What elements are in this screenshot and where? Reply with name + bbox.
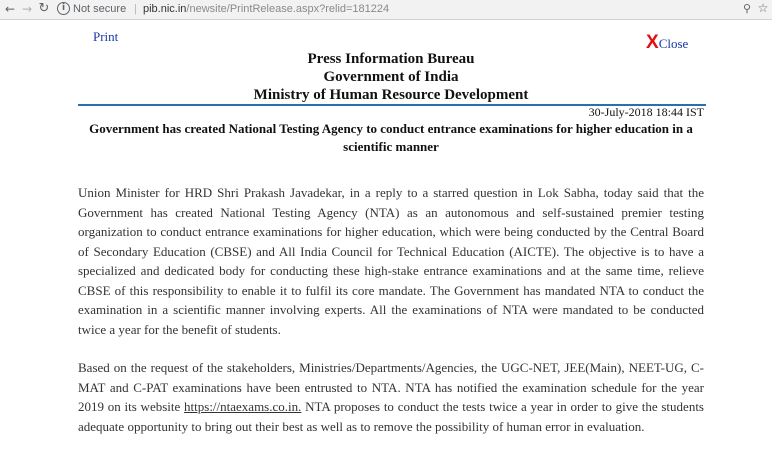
close-icon: X: [646, 32, 659, 53]
security-status[interactable]: Not secure: [73, 3, 127, 15]
release-date: 30-July-2018 18:44 IST: [588, 105, 704, 119]
paragraph-2-text-start: Based on the request of the stakeholders, Ministries/Departments/Agencies, the UGC-NET, JEE(Main), NEET-UG, C-MAT and C-PAT examinations have been entrusted to NTA. NTA has notified the examination schedule for the year 2019 on its website: [78, 360, 704, 414]
browser-toolbar: [0, 0, 772, 20]
reload-icon[interactable]: ↻: [38, 1, 50, 16]
paragraph-2-text-end: NTA proposes to conduct the tests twice a year in order to give the students adequate opportunity to bring out their best as well as to remove the possibility of human error in evaluation.: [78, 399, 704, 434]
body-paragraph-1: Union Minister for HRD Shri Prakash Javadekar, in a reply to a starred question in Lok Sabha, today said that the Government has created National Testing Agency (NTA) as an autonomous and self-sustained premier testing organization to conduct entrance examinations for higher education, which were being conducted by the Central Board of Secondary Education (CBSE) and All India Council for Technical Education (AICTE). The objective is to have a specialized and dedicated body for conducting these high-stake entrance examinations and at the same time, relieve CBSE of this responsibility to enable it to fulfil its core mandate. The Government has mandated NTA to conduct the examination in a scientific manner involving experts. All the examinations of NTA were mandated to be conducted twice a year for the benefit of students.: [78, 185, 704, 337]
info-icon[interactable]: i: [57, 2, 70, 15]
address-separator: |: [134, 3, 137, 15]
nta-website-link[interactable]: https://ntaexams.co.in.: [184, 399, 302, 414]
url-host: pib.nic.in: [143, 3, 187, 15]
body-paragraph-2: [78, 358, 704, 436]
print-link[interactable]: Print: [93, 29, 119, 44]
org-name: Press Information Bureau: [307, 51, 475, 67]
release-headline: Government has created National Testing Agency to conduct entrance examinations for higher education in a scientific manner: [89, 121, 693, 154]
ministry-name: Ministry of Human Resource Development: [253, 87, 529, 103]
bookmark-star-icon[interactable]: ☆: [757, 1, 769, 15]
forward-arrow-icon[interactable]: →: [21, 2, 33, 16]
url-path: /newsite/PrintRelease.aspx?relid=181224: [186, 3, 390, 15]
close-label: Close: [658, 36, 689, 51]
government-name: Government of India: [323, 69, 459, 85]
zoom-icon[interactable]: ⚲: [742, 2, 752, 15]
back-arrow-icon[interactable]: ←: [4, 2, 16, 16]
address-bar[interactable]: [143, 3, 389, 15]
